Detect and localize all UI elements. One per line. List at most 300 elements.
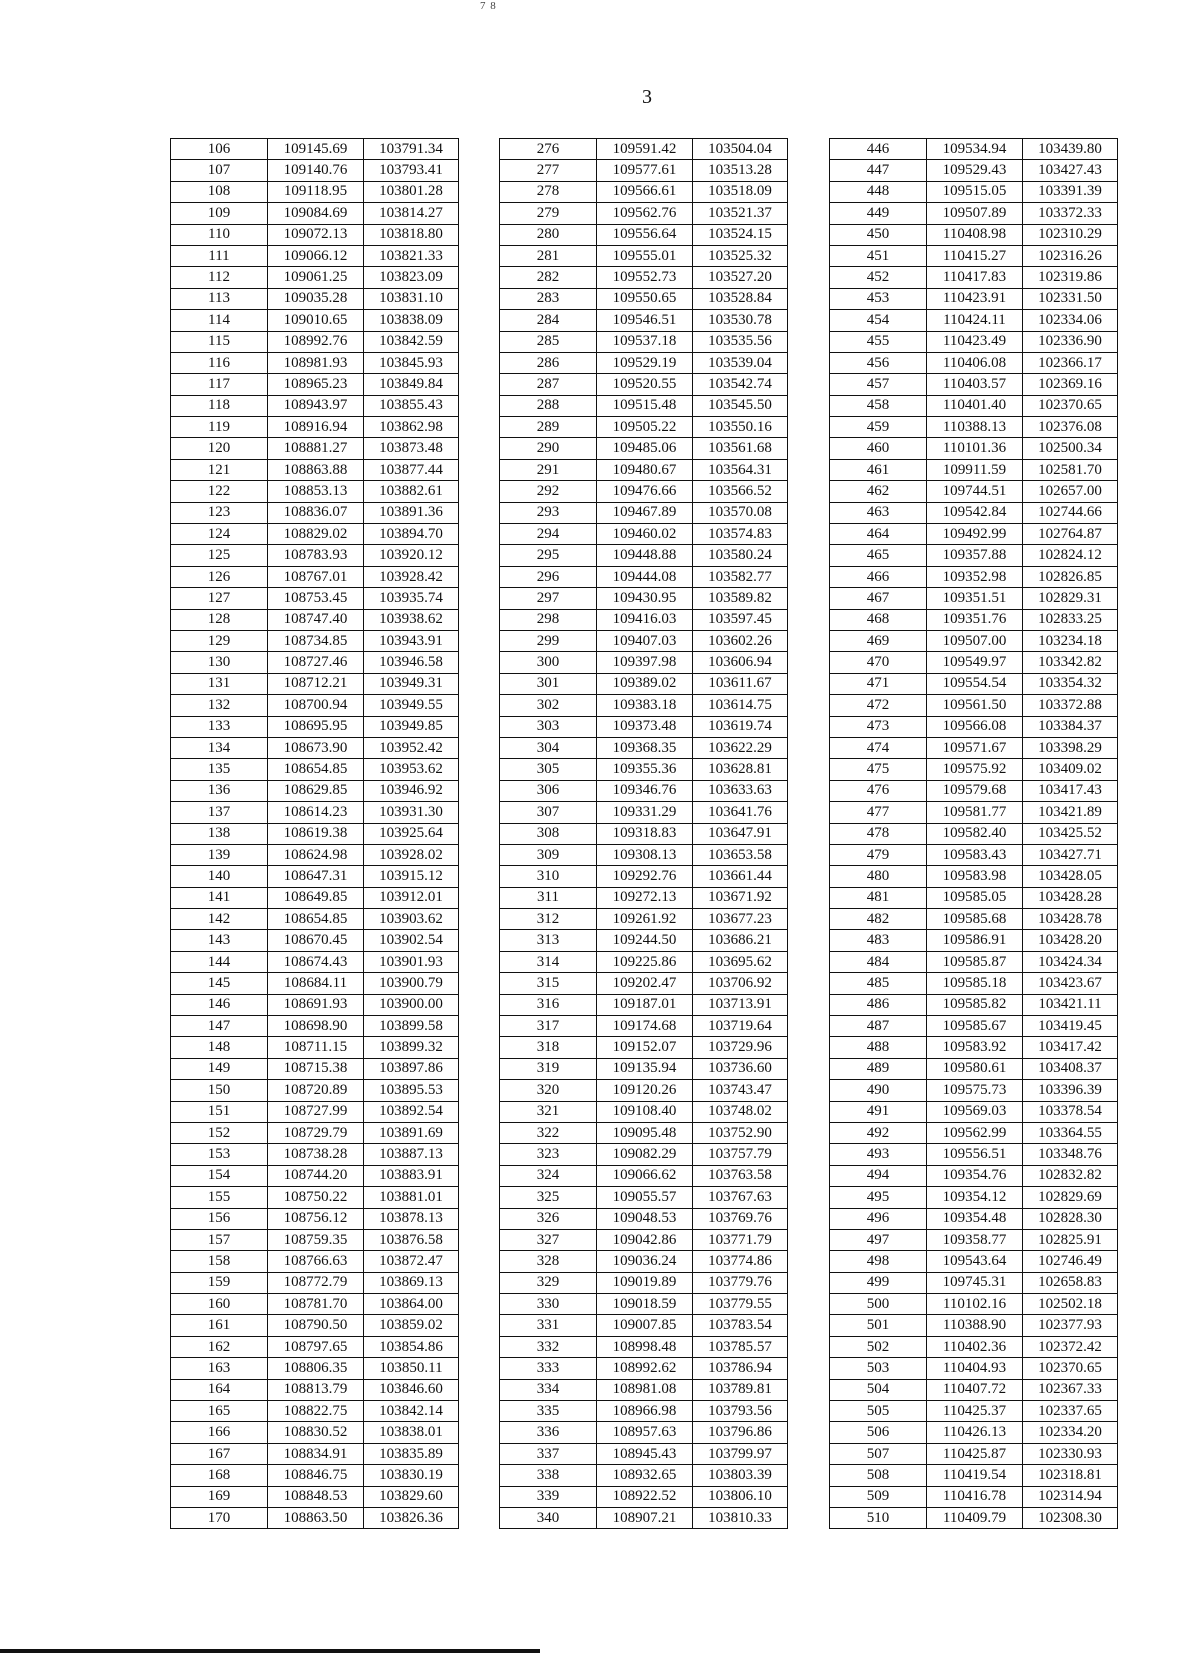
x-coordinate-cell: 108647.31 xyxy=(268,866,364,887)
table-row xyxy=(830,288,1118,309)
table-row xyxy=(171,203,459,224)
page-number: 3 xyxy=(642,86,652,108)
y-coordinate-cell: 103783.54 xyxy=(693,1315,788,1336)
x-coordinate-cell: 109505.22 xyxy=(597,417,693,438)
point-number-cell: 479 xyxy=(830,844,927,865)
x-coordinate-cell: 109585.87 xyxy=(927,951,1023,972)
x-coordinate-cell: 108711.15 xyxy=(268,1037,364,1058)
y-coordinate-cell: 103513.28 xyxy=(693,160,788,181)
point-number-cell: 340 xyxy=(500,1508,597,1529)
y-coordinate-cell: 103789.81 xyxy=(693,1379,788,1400)
table-row xyxy=(500,759,788,780)
table-row xyxy=(171,844,459,865)
y-coordinate-cell: 103899.32 xyxy=(364,1037,459,1058)
table-row xyxy=(830,224,1118,245)
x-coordinate-cell: 108747.40 xyxy=(268,609,364,630)
y-coordinate-cell: 103372.33 xyxy=(1023,203,1118,224)
point-number-cell: 477 xyxy=(830,802,927,823)
y-coordinate-cell: 103653.58 xyxy=(693,844,788,865)
table-row xyxy=(500,951,788,972)
y-coordinate-cell: 103779.76 xyxy=(693,1272,788,1293)
table-row xyxy=(500,1486,788,1507)
y-coordinate-cell: 102581.70 xyxy=(1023,459,1118,480)
x-coordinate-cell: 109187.01 xyxy=(597,994,693,1015)
y-coordinate-cell: 102316.26 xyxy=(1023,245,1118,266)
table-row xyxy=(830,780,1118,801)
table-row xyxy=(171,887,459,908)
point-number-cell: 323 xyxy=(500,1144,597,1165)
x-coordinate-cell: 109529.43 xyxy=(927,160,1023,181)
y-coordinate-cell: 103628.81 xyxy=(693,759,788,780)
y-coordinate-cell: 102658.83 xyxy=(1023,1272,1118,1293)
table-row xyxy=(500,630,788,651)
x-coordinate-cell: 109480.67 xyxy=(597,459,693,480)
x-coordinate-cell: 109448.88 xyxy=(597,545,693,566)
y-coordinate-cell: 103791.34 xyxy=(364,139,459,160)
y-coordinate-cell: 103686.21 xyxy=(693,930,788,951)
x-coordinate-cell: 109066.62 xyxy=(597,1165,693,1186)
x-coordinate-cell: 108966.98 xyxy=(597,1401,693,1422)
point-number-cell: 488 xyxy=(830,1037,927,1058)
table-row xyxy=(500,139,788,160)
y-coordinate-cell: 103417.43 xyxy=(1023,780,1118,801)
point-number-cell: 169 xyxy=(171,1486,268,1507)
y-coordinate-cell: 103641.76 xyxy=(693,802,788,823)
x-coordinate-cell: 109355.36 xyxy=(597,759,693,780)
table-row xyxy=(171,1080,459,1101)
point-number-cell: 118 xyxy=(171,395,268,416)
table-row xyxy=(500,1508,788,1529)
point-number-cell: 277 xyxy=(500,160,597,181)
table-row xyxy=(830,609,1118,630)
point-number-cell: 293 xyxy=(500,502,597,523)
point-number-cell: 168 xyxy=(171,1465,268,1486)
y-coordinate-cell: 103928.42 xyxy=(364,566,459,587)
y-coordinate-cell: 103928.02 xyxy=(364,844,459,865)
x-coordinate-cell: 109566.08 xyxy=(927,716,1023,737)
x-coordinate-cell: 108759.35 xyxy=(268,1229,364,1250)
y-coordinate-cell: 103769.76 xyxy=(693,1208,788,1229)
point-number-cell: 141 xyxy=(171,887,268,908)
table-row xyxy=(500,545,788,566)
point-number-cell: 489 xyxy=(830,1058,927,1079)
x-coordinate-cell: 109581.77 xyxy=(927,802,1023,823)
point-number-cell: 306 xyxy=(500,780,597,801)
point-number-cell: 324 xyxy=(500,1165,597,1186)
x-coordinate-cell: 109368.35 xyxy=(597,737,693,758)
table-row xyxy=(500,438,788,459)
point-number-cell: 480 xyxy=(830,866,927,887)
x-coordinate-cell: 109389.02 xyxy=(597,673,693,694)
y-coordinate-cell: 103602.26 xyxy=(693,630,788,651)
y-coordinate-cell: 103902.54 xyxy=(364,930,459,951)
x-coordinate-cell: 109373.48 xyxy=(597,716,693,737)
point-number-cell: 124 xyxy=(171,524,268,545)
point-number-cell: 170 xyxy=(171,1508,268,1529)
table-row xyxy=(171,1037,459,1058)
x-coordinate-cell: 110404.93 xyxy=(927,1358,1023,1379)
x-coordinate-cell: 108720.89 xyxy=(268,1080,364,1101)
table-row xyxy=(500,973,788,994)
x-coordinate-cell: 108715.38 xyxy=(268,1058,364,1079)
point-number-cell: 119 xyxy=(171,417,268,438)
x-coordinate-cell: 109357.88 xyxy=(927,545,1023,566)
y-coordinate-cell: 103713.91 xyxy=(693,994,788,1015)
table-row xyxy=(830,673,1118,694)
table-row xyxy=(830,524,1118,545)
y-coordinate-cell: 102377.93 xyxy=(1023,1315,1118,1336)
table-row xyxy=(500,352,788,373)
point-number-cell: 296 xyxy=(500,566,597,587)
point-number-cell: 449 xyxy=(830,203,927,224)
x-coordinate-cell: 108863.50 xyxy=(268,1508,364,1529)
y-coordinate-cell: 103566.52 xyxy=(693,481,788,502)
y-coordinate-cell: 103774.86 xyxy=(693,1251,788,1272)
table-row xyxy=(500,1058,788,1079)
x-coordinate-cell: 109549.97 xyxy=(927,652,1023,673)
x-coordinate-cell: 108846.75 xyxy=(268,1465,364,1486)
point-number-cell: 490 xyxy=(830,1080,927,1101)
y-coordinate-cell: 103342.82 xyxy=(1023,652,1118,673)
point-number-cell: 466 xyxy=(830,566,927,587)
x-coordinate-cell: 109272.13 xyxy=(597,887,693,908)
point-number-cell: 300 xyxy=(500,652,597,673)
table-row xyxy=(500,652,788,673)
point-number-cell: 160 xyxy=(171,1294,268,1315)
table-row xyxy=(500,1379,788,1400)
x-coordinate-cell: 108957.63 xyxy=(597,1422,693,1443)
table-row xyxy=(171,245,459,266)
table-row xyxy=(830,1058,1118,1079)
point-number-cell: 325 xyxy=(500,1187,597,1208)
x-coordinate-cell: 110423.91 xyxy=(927,288,1023,309)
point-number-cell: 458 xyxy=(830,395,927,416)
point-number-cell: 326 xyxy=(500,1208,597,1229)
y-coordinate-cell: 103348.76 xyxy=(1023,1144,1118,1165)
x-coordinate-cell: 109354.12 xyxy=(927,1187,1023,1208)
table-row xyxy=(171,695,459,716)
point-number-cell: 110 xyxy=(171,224,268,245)
point-number-cell: 474 xyxy=(830,737,927,758)
point-number-cell: 148 xyxy=(171,1037,268,1058)
x-coordinate-cell: 109561.50 xyxy=(927,695,1023,716)
table-row xyxy=(171,352,459,373)
x-coordinate-cell: 109095.48 xyxy=(597,1122,693,1143)
point-number-cell: 297 xyxy=(500,588,597,609)
table-row xyxy=(830,1229,1118,1250)
x-coordinate-cell: 109556.51 xyxy=(927,1144,1023,1165)
y-coordinate-cell: 103877.44 xyxy=(364,459,459,480)
point-number-cell: 314 xyxy=(500,951,597,972)
table-row xyxy=(500,887,788,908)
y-coordinate-cell: 103729.96 xyxy=(693,1037,788,1058)
x-coordinate-cell: 108698.90 xyxy=(268,1016,364,1037)
y-coordinate-cell: 103796.86 xyxy=(693,1422,788,1443)
y-coordinate-cell: 103647.91 xyxy=(693,823,788,844)
point-number-cell: 309 xyxy=(500,844,597,865)
table-row xyxy=(500,331,788,352)
table-row xyxy=(830,716,1118,737)
y-coordinate-cell: 103763.58 xyxy=(693,1165,788,1186)
y-coordinate-cell: 103427.43 xyxy=(1023,160,1118,181)
point-number-cell: 301 xyxy=(500,673,597,694)
table-row xyxy=(830,1101,1118,1122)
x-coordinate-cell: 109108.40 xyxy=(597,1101,693,1122)
table-row xyxy=(171,1122,459,1143)
y-coordinate-cell: 103528.84 xyxy=(693,288,788,309)
y-coordinate-cell: 103814.27 xyxy=(364,203,459,224)
point-number-cell: 291 xyxy=(500,459,597,480)
table-row xyxy=(830,1122,1118,1143)
y-coordinate-cell: 103419.45 xyxy=(1023,1016,1118,1037)
table-row xyxy=(500,395,788,416)
coordinate-table-1 xyxy=(170,138,459,1529)
y-coordinate-cell: 103882.61 xyxy=(364,481,459,502)
y-coordinate-cell: 103935.74 xyxy=(364,588,459,609)
x-coordinate-cell: 110407.72 xyxy=(927,1379,1023,1400)
table-row xyxy=(171,181,459,202)
x-coordinate-cell: 109048.53 xyxy=(597,1208,693,1229)
y-coordinate-cell: 103810.33 xyxy=(693,1508,788,1529)
x-coordinate-cell: 109529.19 xyxy=(597,352,693,373)
y-coordinate-cell: 102370.65 xyxy=(1023,1358,1118,1379)
y-coordinate-cell: 103823.09 xyxy=(364,267,459,288)
y-coordinate-cell: 103842.14 xyxy=(364,1401,459,1422)
point-number-cell: 167 xyxy=(171,1443,268,1464)
point-number-cell: 113 xyxy=(171,288,268,309)
y-coordinate-cell: 102308.30 xyxy=(1023,1508,1118,1529)
point-number-cell: 304 xyxy=(500,737,597,758)
x-coordinate-cell: 109354.76 xyxy=(927,1165,1023,1186)
y-coordinate-cell: 103661.44 xyxy=(693,866,788,887)
point-number-cell: 164 xyxy=(171,1379,268,1400)
point-number-cell: 461 xyxy=(830,459,927,480)
table-row xyxy=(830,1508,1118,1529)
y-coordinate-cell: 103580.24 xyxy=(693,545,788,566)
y-coordinate-cell: 103838.01 xyxy=(364,1422,459,1443)
table-row xyxy=(500,245,788,266)
y-coordinate-cell: 103952.42 xyxy=(364,737,459,758)
point-number-cell: 121 xyxy=(171,459,268,480)
y-coordinate-cell: 103504.04 xyxy=(693,139,788,160)
y-coordinate-cell: 102310.29 xyxy=(1023,224,1118,245)
x-coordinate-cell: 108767.01 xyxy=(268,566,364,587)
y-coordinate-cell: 102744.66 xyxy=(1023,502,1118,523)
y-coordinate-cell: 103821.33 xyxy=(364,245,459,266)
y-coordinate-cell: 103873.48 xyxy=(364,438,459,459)
x-coordinate-cell: 109010.65 xyxy=(268,310,364,331)
point-number-cell: 134 xyxy=(171,737,268,758)
y-coordinate-cell: 102824.12 xyxy=(1023,545,1118,566)
point-number-cell: 447 xyxy=(830,160,927,181)
y-coordinate-cell: 103574.83 xyxy=(693,524,788,545)
table-row xyxy=(171,973,459,994)
table-row xyxy=(500,802,788,823)
point-number-cell: 476 xyxy=(830,780,927,801)
y-coordinate-cell: 103408.37 xyxy=(1023,1058,1118,1079)
y-coordinate-cell: 102370.65 xyxy=(1023,395,1118,416)
y-coordinate-cell: 103421.89 xyxy=(1023,802,1118,823)
table-row xyxy=(500,866,788,887)
point-number-cell: 506 xyxy=(830,1422,927,1443)
x-coordinate-cell: 110425.87 xyxy=(927,1443,1023,1464)
y-coordinate-cell: 102500.34 xyxy=(1023,438,1118,459)
y-coordinate-cell: 103799.97 xyxy=(693,1443,788,1464)
x-coordinate-cell: 109492.99 xyxy=(927,524,1023,545)
point-number-cell: 337 xyxy=(500,1443,597,1464)
point-number-cell: 312 xyxy=(500,909,597,930)
point-number-cell: 303 xyxy=(500,716,597,737)
y-coordinate-cell: 103842.59 xyxy=(364,331,459,352)
table-row xyxy=(171,1358,459,1379)
x-coordinate-cell: 109744.51 xyxy=(927,481,1023,502)
table-row xyxy=(171,545,459,566)
y-coordinate-cell: 103876.58 xyxy=(364,1229,459,1250)
point-number-cell: 460 xyxy=(830,438,927,459)
x-coordinate-cell: 109035.28 xyxy=(268,288,364,309)
x-coordinate-cell: 109515.05 xyxy=(927,181,1023,202)
x-coordinate-cell: 109550.65 xyxy=(597,288,693,309)
table-row xyxy=(171,1272,459,1293)
y-coordinate-cell: 103425.52 xyxy=(1023,823,1118,844)
point-number-cell: 165 xyxy=(171,1401,268,1422)
x-coordinate-cell: 108727.46 xyxy=(268,652,364,673)
x-coordinate-cell: 110425.37 xyxy=(927,1401,1023,1422)
x-coordinate-cell: 110416.78 xyxy=(927,1486,1023,1507)
y-coordinate-cell: 103803.39 xyxy=(693,1465,788,1486)
point-number-cell: 498 xyxy=(830,1251,927,1272)
x-coordinate-cell: 110423.49 xyxy=(927,331,1023,352)
y-coordinate-cell: 103535.56 xyxy=(693,331,788,352)
table-row xyxy=(171,502,459,523)
table-row xyxy=(830,310,1118,331)
point-number-cell: 287 xyxy=(500,374,597,395)
point-number-cell: 486 xyxy=(830,994,927,1015)
y-coordinate-cell: 103786.94 xyxy=(693,1358,788,1379)
x-coordinate-cell: 109534.94 xyxy=(927,139,1023,160)
point-number-cell: 485 xyxy=(830,973,927,994)
y-coordinate-cell: 103564.31 xyxy=(693,459,788,480)
point-number-cell: 154 xyxy=(171,1165,268,1186)
x-coordinate-cell: 109066.12 xyxy=(268,245,364,266)
y-coordinate-cell: 103364.55 xyxy=(1023,1122,1118,1143)
y-coordinate-cell: 103793.41 xyxy=(364,160,459,181)
x-coordinate-cell: 108783.93 xyxy=(268,545,364,566)
y-coordinate-cell: 103801.28 xyxy=(364,181,459,202)
y-coordinate-cell: 103622.29 xyxy=(693,737,788,758)
x-coordinate-cell: 108629.85 xyxy=(268,780,364,801)
table-row xyxy=(171,1315,459,1336)
x-coordinate-cell: 108700.94 xyxy=(268,695,364,716)
point-number-cell: 510 xyxy=(830,1508,927,1529)
point-number-cell: 478 xyxy=(830,823,927,844)
table-row xyxy=(830,951,1118,972)
y-coordinate-cell: 103915.12 xyxy=(364,866,459,887)
table-row xyxy=(830,1443,1118,1464)
x-coordinate-cell: 109507.89 xyxy=(927,203,1023,224)
x-coordinate-cell: 108922.52 xyxy=(597,1486,693,1507)
scan-mark: 7 8 xyxy=(480,0,497,12)
table-row xyxy=(171,716,459,737)
x-coordinate-cell: 109580.61 xyxy=(927,1058,1023,1079)
y-coordinate-cell: 103894.70 xyxy=(364,524,459,545)
point-number-cell: 333 xyxy=(500,1358,597,1379)
table-row xyxy=(500,1465,788,1486)
point-number-cell: 319 xyxy=(500,1058,597,1079)
table-row xyxy=(171,438,459,459)
point-number-cell: 450 xyxy=(830,224,927,245)
x-coordinate-cell: 109244.50 xyxy=(597,930,693,951)
y-coordinate-cell: 103384.37 xyxy=(1023,716,1118,737)
point-number-cell: 163 xyxy=(171,1358,268,1379)
y-coordinate-cell: 102376.08 xyxy=(1023,417,1118,438)
y-coordinate-cell: 103550.16 xyxy=(693,417,788,438)
x-coordinate-cell: 109318.83 xyxy=(597,823,693,844)
point-number-cell: 318 xyxy=(500,1037,597,1058)
table-row xyxy=(830,1358,1118,1379)
point-number-cell: 279 xyxy=(500,203,597,224)
table-row xyxy=(830,1401,1118,1422)
table-row xyxy=(500,716,788,737)
x-coordinate-cell: 109430.95 xyxy=(597,588,693,609)
x-coordinate-cell: 109543.64 xyxy=(927,1251,1023,1272)
table-row xyxy=(830,160,1118,181)
y-coordinate-cell: 103901.93 xyxy=(364,951,459,972)
table-row xyxy=(500,310,788,331)
y-coordinate-cell: 103719.64 xyxy=(693,1016,788,1037)
table-row xyxy=(500,909,788,930)
table-row xyxy=(830,267,1118,288)
y-coordinate-cell: 103869.13 xyxy=(364,1272,459,1293)
y-coordinate-cell: 103943.91 xyxy=(364,630,459,651)
point-number-cell: 111 xyxy=(171,245,268,266)
point-number-cell: 336 xyxy=(500,1422,597,1443)
point-number-cell: 483 xyxy=(830,930,927,951)
table-row xyxy=(171,1336,459,1357)
table-row xyxy=(500,267,788,288)
x-coordinate-cell: 109583.98 xyxy=(927,866,1023,887)
table-row xyxy=(171,481,459,502)
x-coordinate-cell: 109407.03 xyxy=(597,630,693,651)
x-coordinate-cell: 110424.11 xyxy=(927,310,1023,331)
table-row xyxy=(830,1422,1118,1443)
x-coordinate-cell: 109546.51 xyxy=(597,310,693,331)
x-coordinate-cell: 108836.07 xyxy=(268,502,364,523)
table-row xyxy=(830,502,1118,523)
y-coordinate-cell: 103946.92 xyxy=(364,780,459,801)
point-number-cell: 302 xyxy=(500,695,597,716)
point-number-cell: 335 xyxy=(500,1401,597,1422)
table-row xyxy=(500,930,788,951)
table-row xyxy=(500,1187,788,1208)
table-row xyxy=(500,588,788,609)
y-coordinate-cell: 103920.12 xyxy=(364,545,459,566)
table-row xyxy=(500,673,788,694)
table-row xyxy=(500,1122,788,1143)
table-row xyxy=(830,737,1118,758)
x-coordinate-cell: 108744.20 xyxy=(268,1165,364,1186)
y-coordinate-cell: 103736.60 xyxy=(693,1058,788,1079)
x-coordinate-cell: 108673.90 xyxy=(268,737,364,758)
x-coordinate-cell: 109042.86 xyxy=(597,1229,693,1250)
y-coordinate-cell: 103946.58 xyxy=(364,652,459,673)
point-number-cell: 128 xyxy=(171,609,268,630)
y-coordinate-cell: 103589.82 xyxy=(693,588,788,609)
point-number-cell: 152 xyxy=(171,1122,268,1143)
x-coordinate-cell: 109582.40 xyxy=(927,823,1023,844)
point-number-cell: 322 xyxy=(500,1122,597,1143)
y-coordinate-cell: 102334.20 xyxy=(1023,1422,1118,1443)
